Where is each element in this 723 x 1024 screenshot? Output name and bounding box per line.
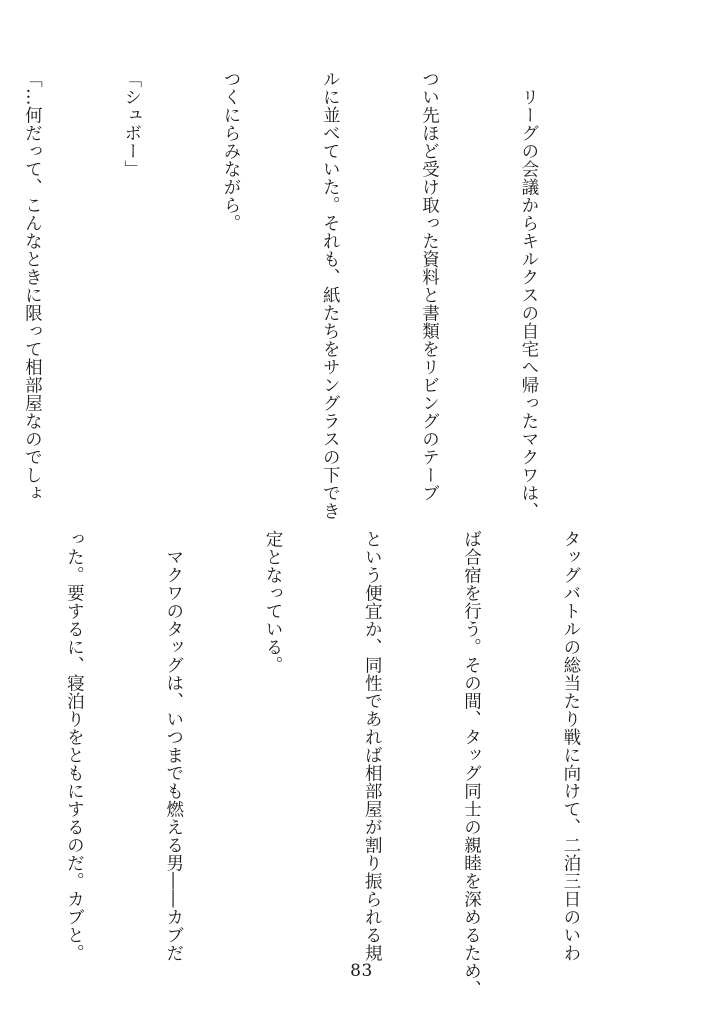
text-line: という便宜か、同性であれば相部屋が割り振られる規 [362,530,383,962]
text-line: マクワのタッグは、いつまでも燃える男――カブだ [163,530,184,962]
text-line: 「…何だって、こんなときに限って相部屋なのでしょ [22,70,43,502]
text-line: タッグバトルの総当たり戦に向けて、二泊三日のいわ [560,530,581,962]
text-line: ば合宿を行う。その間、タッグ同士の親睦を深めるため、 [461,530,482,998]
upper-text-block [22,70,611,520]
text-line: つい先ほど受け取った資料と書類をリビングのテーブ [419,70,440,502]
page-number: 83 [350,961,373,981]
text-line: リーグの会議からキルクスの自宅へ帰ったマクワは、 [518,70,539,520]
text-line: つくにらみながら。 [220,70,241,232]
text-line: 「シュボー」 [121,70,142,178]
text-line: ルに並べていた。それも、紙たちをサングラスの下でき [320,70,341,520]
text-line: 定となっている。 [262,530,283,674]
text-line: った。要するに、寝泊りをともにするのだ。カブと。 [64,530,85,962]
